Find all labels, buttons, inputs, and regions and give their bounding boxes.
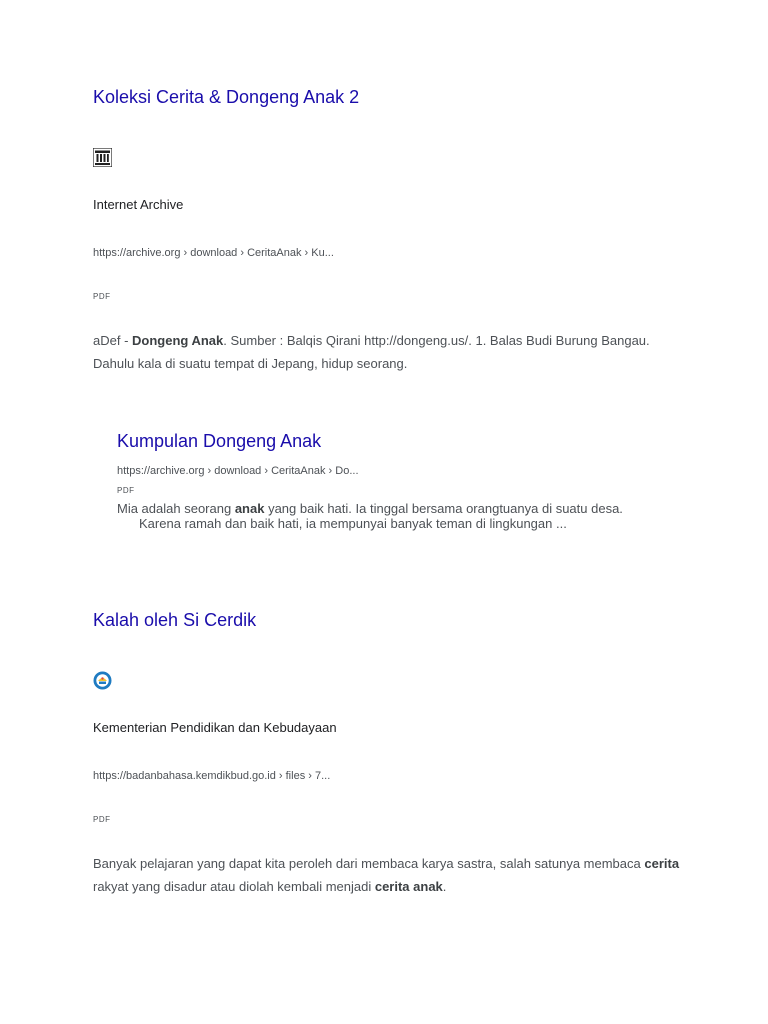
snippet-highlight: cerita bbox=[644, 856, 680, 871]
filetype-badge: PDF bbox=[93, 815, 111, 824]
result-source-name: Kementerian Pendidikan dan Kebudayaan bbox=[93, 720, 337, 735]
filetype-badge: PDF bbox=[117, 486, 135, 495]
result-snippet: Banyak pelajaran yang dapat kita peroleh dari membaca karya sastra, salah satunya membaca cerita rakyat yang disadur atau diolah kembali menjadi cerita anak. bbox=[93, 856, 680, 894]
result-url[interactable]: https://archive.org › download › CeritaAnak › Do... bbox=[117, 465, 359, 477]
archive-building-icon bbox=[93, 148, 112, 167]
result-snippet: Mia adalah seorang anak yang baik hati. Ia tinggal bersama orangtuanya di suatu desa. Karena ramah dan baik hati, ia mempunyai banyak teman di lingkungan ... bbox=[117, 501, 623, 531]
filetype-badge: PDF bbox=[93, 292, 111, 301]
result-title-link[interactable]: Kalah oleh Si Cerdik bbox=[93, 610, 257, 630]
result-url[interactable]: https://badanbahasa.kemdikbud.go.id › files › 7... bbox=[93, 770, 331, 782]
snippet-highlight: Dongeng Anak bbox=[132, 333, 224, 348]
result-title-link[interactable]: Koleksi Cerita & Dongeng Anak 2 bbox=[93, 87, 360, 107]
tut-wuri-handayani-logo-icon bbox=[93, 671, 112, 690]
snippet-highlight: cerita anak bbox=[374, 879, 443, 894]
snippet-highlight: anak bbox=[234, 501, 265, 516]
result-source-name: Internet Archive bbox=[93, 197, 184, 212]
result-url[interactable]: https://archive.org › download › CeritaAnak › Ku... bbox=[93, 247, 334, 259]
result-title-link[interactable]: Kumpulan Dongeng Anak bbox=[117, 431, 322, 451]
result-snippet: aDef - Dongeng Anak. Sumber : Balqis Qirani http://dongeng.us/. 1. Balas Budi Burung Bangau. Dahulu kala di suatu tempat di Jepang, hidup seorang. bbox=[93, 333, 650, 371]
